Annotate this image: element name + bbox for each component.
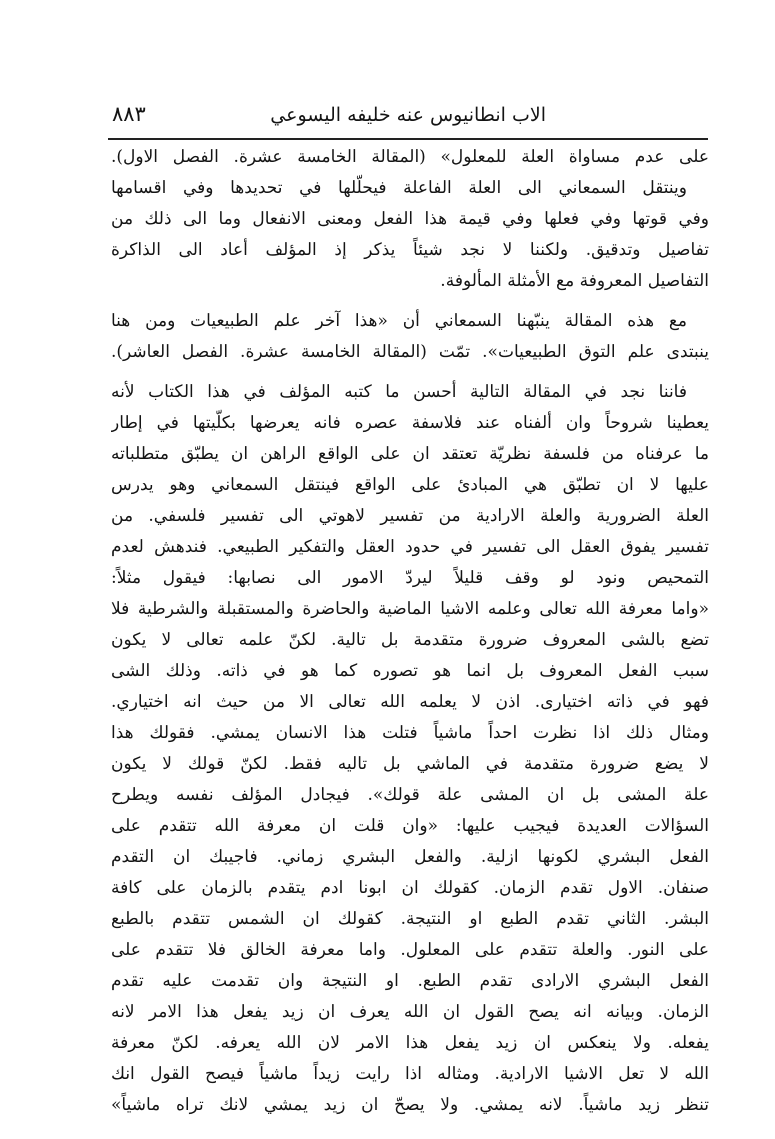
- text-line: يفعله. ولا ينعكس ان زيد يفعل هذا الامر لان الله يعرفه. لكنّ معرفة: [111, 1033, 709, 1053]
- text-line: تنظر زيد ماشياً. لانه يمشي. ولا يصحّ ان زيد يمشي لانك تراه ماشياً»: [111, 1095, 709, 1115]
- text-line: على النور. والعلة تتقدم على المعلول. واما معرفة الخالق فلا تتقدم على: [111, 940, 709, 960]
- running-header-title: الاب انطانيوس عنه خليفه اليسوعي: [270, 104, 546, 126]
- text-line: عليها لا ان تطبّق هي المبادئ على الواقع فينتقل السمعاني وهو يدرس: [111, 475, 709, 495]
- text-line: وفي قوتها وفي فعلها وفي قيمة هذا الفعل ومعنى الانفعال وما الى ذلك من: [111, 209, 709, 229]
- text-line: فهو في ذاته اختيارى. اذن لا يعلمه الله تعالى الا من حيث انه اختياري.: [111, 692, 709, 712]
- paragraph: [111, 306, 709, 368]
- text-line: لا يضع ضرورة متقدمة في الماشي بل تاليه فقط. لكنّ قولك لا يكون: [111, 754, 709, 774]
- running-header: [108, 98, 706, 132]
- text-line: الزمان. وبيانه انه يصح القول ان الله يعرف ان زيد يفعل هذا الامر لانه: [111, 1002, 709, 1022]
- text-line: الله لا تعل الاشيا الارادية. ومثاله اذا رايت زيداً ماشياً فيصح القول انك: [111, 1064, 709, 1084]
- page-number: ٨٨٣: [112, 102, 146, 126]
- paragraph: [111, 142, 709, 297]
- text-line: تفسير يفوق العقل الى تفسير في حدود العقل والتفكير الطبيعي. فندهش لعدم: [111, 537, 709, 557]
- text-line: التفاصيل المعروفة مع الأمثلة المألوفة.: [440, 271, 709, 291]
- text-line: التمحيص ونود لو وقف قليلاً ليردّ الامور الى نصابها: فيقول مثلاً:: [111, 568, 709, 588]
- text-line: مع هذه المقالة ينبّهنا السمعاني أن «هذا آخر علم الطبيعيات ومن هنا: [111, 311, 687, 331]
- header-rule: [108, 138, 708, 140]
- text-line: «واما معرفة الله تعالى وعلمه الاشيا الماضية والحاضرة والمستقبلة والشرطية فلا: [111, 599, 709, 619]
- text-line: الفعل البشري الارادى تقدم الطبع. او النتيجة وان تقدمت عليه تقدم: [111, 971, 709, 991]
- paragraph-gap: [111, 297, 709, 306]
- paragraph: [111, 377, 709, 1121]
- body-text: [111, 142, 709, 1121]
- text-line: فاننا نجد في المقالة التالية أحسن ما كتبه المؤلف في هذا الكتاب لأنه: [111, 382, 687, 402]
- text-line: ما عرفناه من فلسفة نظريّة تعتقد ان على الواقع الراهن ان يطبّق متطلباته: [111, 444, 709, 464]
- text-line: السؤالات العديدة فيجيب عليها: «وان قلت ان معرفة الله تتقدم على: [111, 816, 709, 836]
- text-line: يعطينا شروحاً وان ألفناه عند فلاسفة عصره فانه يعرضها بكلّيتها في إطار: [111, 413, 709, 433]
- text-line: العلة الضرورية والعلة الارادية من تفسير لاهوتي الى تفسير فلسفي. من: [111, 506, 709, 526]
- text-line: البشر. الثاني تقدم الطبع او النتيجة. كقولك ان الشمس تتقدم بالطبع: [111, 909, 709, 929]
- text-line: صنفان. الاول تقدم الزمان. كقولك ان ابونا ادم يتقدم بالزمان على كافة: [111, 878, 709, 898]
- text-line: ينبتدى علم التوق الطبيعيات». تمّت (المقالة الخامسة عشرة. الفصل العاشر).: [111, 342, 709, 362]
- text-line: ومثال ذلك اذا نظرت احداً ماشياً فتلت هذا الانسان يمشي. فقولك هذا: [111, 723, 709, 743]
- text-line: تفاصيل وتدقيق. ولكننا لا نجد شيئاً يذكر إذ المؤلف أعاد الى الذاكرة: [111, 240, 709, 260]
- text-line: علة المشى بل ان المشى علة قولك». فيجادل المؤلف نفسه ويطرح: [111, 785, 709, 805]
- text-line: وينتقل السمعاني الى العلة الفاعلة فيحلّلها في تحديدها وفي اقسامها: [111, 178, 687, 198]
- text-line: على عدم مساواة العلة للمعلول» (المقالة الخامسة عشرة. الفصل الاول).: [111, 147, 709, 167]
- text-line: الفعل البشري لكونها ازلية. والفعل البشري زماني. فاجيبك ان التقدم: [111, 847, 709, 867]
- paragraph-gap: [111, 368, 709, 377]
- text-line: سبب الفعل المعروف بل انما هو تصوره كما هو في ذاته. وذلك الشى: [111, 661, 709, 681]
- text-line: تضع بالشى المعروف ضرورة متقدمة بل تالية. لكنّ علمه تعالى لا يكون: [111, 630, 709, 650]
